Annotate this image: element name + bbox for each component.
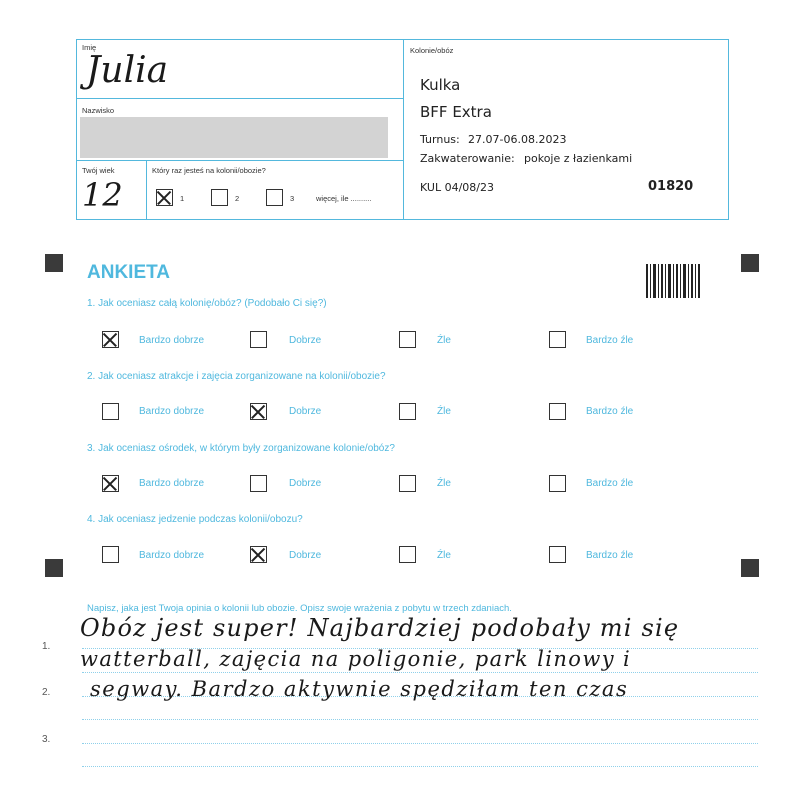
handwritten-line-1: Obóz jest super! Najbardziej podobały mi się [80, 614, 680, 642]
surname-label: Nazwisko [82, 106, 115, 115]
q1-option-zle-checkbox[interactable] [399, 331, 416, 348]
q3-option-dobrze-label: Dobrze [289, 478, 322, 489]
q4-option-dobrze-label: Dobrze [289, 550, 322, 561]
times-option-2: 2 [235, 194, 240, 203]
camp-label: Kolonie/obóz [410, 46, 454, 55]
line-number-1: 1. [42, 641, 51, 652]
age-divider [146, 160, 147, 220]
q2-option-bardzo-zle-checkbox[interactable] [549, 403, 566, 420]
camp-name: Kulka [420, 76, 461, 94]
q3-option-dobrze-checkbox[interactable] [250, 475, 267, 492]
q3-option-zle-label: Źle [437, 478, 451, 489]
camp-code: KUL 04/08/23 [420, 181, 494, 194]
writing-line-3b [82, 766, 758, 767]
survey-title: ANKIETA [87, 262, 171, 283]
q3-option-zle-checkbox[interactable] [399, 475, 416, 492]
camp-program: BFF Extra [420, 103, 492, 121]
q4-option-dobrze-checkbox[interactable] [250, 546, 267, 563]
q3-option-bardzo-zle-label: Bardzo źle [586, 478, 634, 489]
surname-redaction [80, 117, 388, 158]
surname-divider [76, 160, 404, 161]
q1-option-dobrze-label: Dobrze [289, 335, 322, 346]
turnus-value: 27.07-06.08.2023 [468, 133, 567, 146]
question-1: 1. Jak oceniasz całą kolonię/obóz? (Podobało Ci się?) [87, 298, 327, 309]
question-2: 2. Jak oceniasz atrakcje i zajęcia zorganizowane na kolonii/obozie? [87, 371, 386, 382]
line-number-2: 2. [42, 687, 51, 698]
name-label: Imię [82, 43, 97, 52]
q3-option-bardzo-dobrze-label: Bardzo dobrze [139, 478, 205, 489]
q2-option-dobrze-label: Dobrze [289, 406, 322, 417]
q4-option-zle-label: Źle [437, 550, 451, 561]
q1-option-bardzo-zle-checkbox[interactable] [549, 331, 566, 348]
q3-option-bardzo-dobrze-checkbox[interactable] [102, 475, 119, 492]
writing-line-2b [82, 719, 758, 720]
registration-marker-top-left [45, 254, 63, 272]
handwritten-line-3: segway. Bardzo aktywnie spędziłam ten czas [90, 677, 629, 701]
q2-option-dobrze-checkbox[interactable] [250, 403, 267, 420]
times-option-1: 1 [180, 194, 185, 203]
times-checkbox-1[interactable] [156, 189, 173, 206]
registration-marker-bottom-right [741, 559, 759, 577]
writing-line-3a [82, 743, 758, 744]
accommodation-value: pokoje z łazienkami [524, 152, 633, 165]
q4-option-bardzo-dobrze-checkbox[interactable] [102, 546, 119, 563]
form-number: 01820 [648, 179, 694, 194]
q1-option-bardzo-zle-label: Bardzo źle [586, 335, 634, 346]
writing-line-1b [82, 672, 758, 673]
age-label: Twój wiek [82, 166, 115, 175]
registration-marker-top-right [741, 254, 759, 272]
q1-option-bardzo-dobrze-checkbox[interactable] [102, 331, 119, 348]
q1-option-dobrze-checkbox[interactable] [250, 331, 267, 348]
registration-marker-bottom-left [45, 559, 63, 577]
question-3: 3. Jak oceniasz ośrodek, w którym były zorganizowane kolonie/obóz? [87, 443, 395, 454]
times-more: więcej, ile .......... [316, 194, 372, 203]
q4-option-zle-checkbox[interactable] [399, 546, 416, 563]
times-checkbox-2[interactable] [211, 189, 228, 206]
accommodation-label: Zakwaterowanie: [420, 152, 515, 165]
q2-option-bardzo-dobrze-checkbox[interactable] [102, 403, 119, 420]
name-value: Julia [86, 50, 169, 91]
times-checkbox-3[interactable] [266, 189, 283, 206]
times-label: Który raz jesteś na kolonii/obozie? [152, 166, 266, 175]
times-option-3: 3 [290, 194, 295, 203]
q4-option-bardzo-zle-label: Bardzo źle [586, 550, 634, 561]
opinion-prompt: Napisz, jaka jest Twoja opinia o kolonii lub obozie. Opisz swoje wrażenia z pobytu w trzech zdaniach. [87, 603, 512, 614]
q4-option-bardzo-zle-checkbox[interactable] [549, 546, 566, 563]
q2-option-bardzo-zle-label: Bardzo źle [586, 406, 634, 417]
q1-option-bardzo-dobrze-label: Bardzo dobrze [139, 335, 205, 346]
age-value: 12 [82, 176, 123, 214]
q4-option-bardzo-dobrze-label: Bardzo dobrze [139, 550, 205, 561]
q2-option-bardzo-dobrze-label: Bardzo dobrze [139, 406, 205, 417]
q2-option-zle-checkbox[interactable] [399, 403, 416, 420]
q2-option-zle-label: Źle [437, 406, 451, 417]
question-4: 4. Jak oceniasz jedzenie podczas kolonii/obozu? [87, 514, 303, 525]
barcode-icon [646, 264, 700, 298]
handwritten-line-2: watterball, zajęcia na poligonie, park linowy i [80, 647, 632, 671]
line-number-3: 3. [42, 734, 51, 745]
turnus-label: Turnus: [420, 133, 460, 146]
q3-option-bardzo-zle-checkbox[interactable] [549, 475, 566, 492]
name-divider [76, 98, 404, 99]
q1-option-zle-label: Źle [437, 335, 451, 346]
